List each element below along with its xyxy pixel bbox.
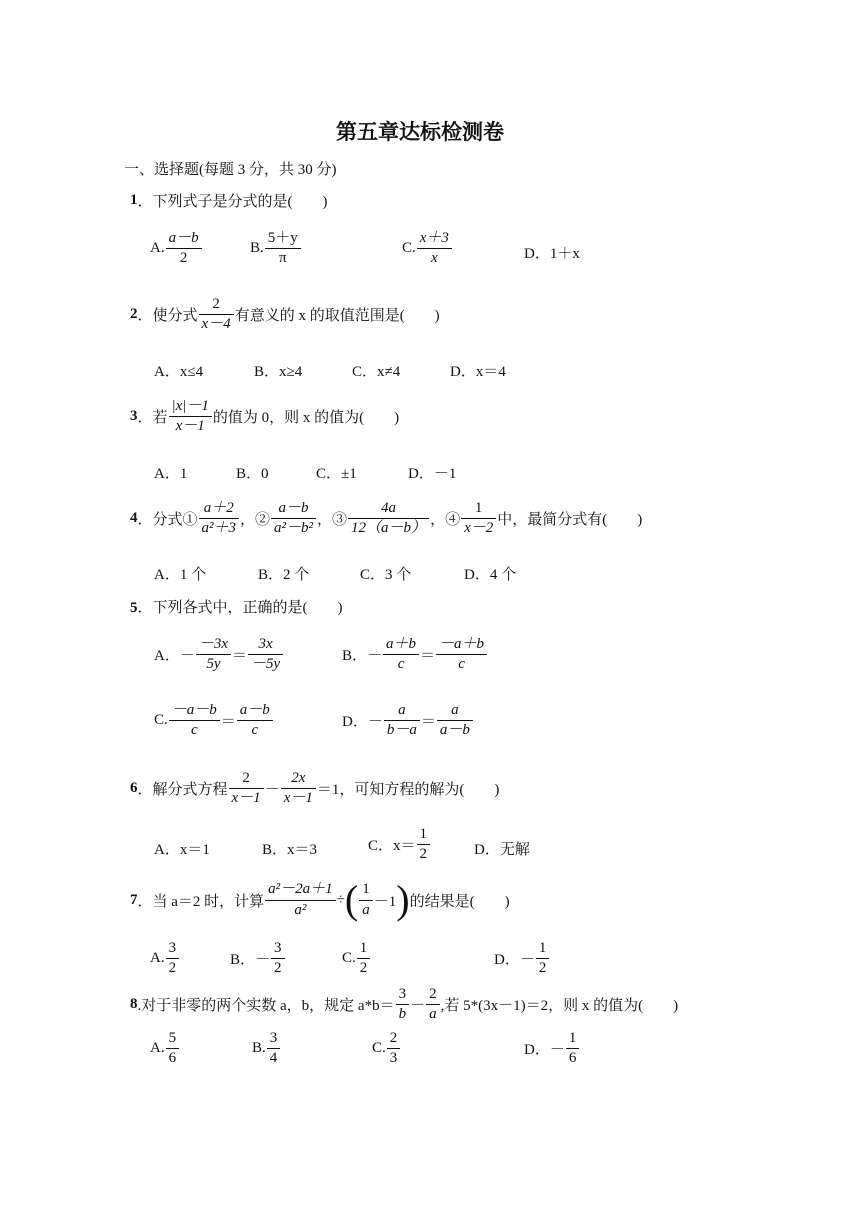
q8-option-c: C. $\frac{2}{3}$: [372, 1030, 401, 1068]
q3-number: 3: [130, 408, 138, 425]
section-heading: 一、选择题(每题 3 分，共 30 分): [124, 162, 337, 178]
q1-option-a: [150, 230, 203, 268]
q4-number: 4: [130, 510, 138, 527]
q1-a-label: A.: [150, 240, 165, 257]
q4-fraction-3: $\frac{4a}{12(a-b)}$: [348, 500, 429, 538]
q6-fraction-1: $\frac{2}{x-1}$: [229, 770, 264, 808]
q6-number: 6: [130, 780, 138, 797]
q6-option-b: B．x＝3: [262, 842, 318, 858]
q1-option-b: [250, 230, 302, 268]
q8-option-b: B. $\frac{3}{4}$: [252, 1030, 281, 1068]
q7-fraction: $\frac{\text{a²－2a＋1}}{\text{a²}}$: [265, 881, 336, 919]
q7-option-b: B．－ $\frac{3}{2}$: [230, 940, 286, 978]
q1-option-d: D．1＋x: [524, 246, 580, 262]
q7-number: 7: [130, 891, 138, 908]
q2-option-c: C．x≠4: [352, 364, 401, 380]
q2-option-b: B．x≥4: [254, 364, 303, 380]
q6-option-c: C．x＝ $\frac{1}{2}$: [368, 826, 431, 864]
q3-option-a: A．1: [154, 466, 188, 482]
question-6: 6 ．解分式方程 $\frac{2}{x-1}$ － $\frac{2x}{x-1}$ ＝1，可知方程的解为( ): [130, 770, 500, 807]
q3-option-b: B．0: [236, 466, 269, 482]
q4-fraction-2: $\frac{a-b}{\text{a²－b²}}$: [271, 500, 316, 538]
question-3: [130, 398, 399, 436]
q2-number: 2: [130, 306, 138, 323]
q4-sep-2: ，③: [317, 512, 348, 529]
q8-pre: .对于非零的两个实数 a，b，规定 a*b＝: [137, 998, 395, 1015]
q5-b-label: B．－: [342, 648, 383, 665]
q5-stem: ．下列各式中，正确的是( ): [137, 600, 343, 616]
q7-post: 的结果是( ): [409, 893, 510, 910]
q1-number: 1: [130, 192, 138, 208]
q6-pre: ．解分式方程: [137, 782, 228, 799]
q6-option-d: D．无解: [474, 842, 530, 858]
q2-option-a: A．x≤4: [154, 364, 204, 380]
q8-number: 8: [130, 996, 138, 1013]
q4-option-d: D．4 个: [464, 567, 517, 583]
q8-fraction-1: $\frac{3}{b}$: [396, 986, 410, 1024]
q5-option-b: B．－ $\frac{a+b}{c}$ ＝ $\frac{-a+b}{c}$: [342, 636, 488, 674]
q1-b-label: B.: [250, 240, 264, 257]
q8-option-d: D．－ $\frac{1}{6}$: [524, 1030, 580, 1068]
question-5: [130, 596, 343, 617]
q5-number: 5: [130, 600, 138, 616]
q5-a-label: A．－: [154, 648, 195, 665]
q1-c-label: C.: [402, 240, 416, 257]
q2-pre: ．使分式: [137, 308, 198, 325]
q1-a-fraction: $\frac{a-b}{2}$: [166, 230, 202, 268]
q2-fraction: $\frac{2}{x-4}$: [199, 296, 234, 334]
q2-post: 有意义的 x 的取值范围是( ): [234, 308, 440, 325]
q4-option-a: A．1 个: [154, 567, 207, 583]
q2-option-d: D．x＝4: [450, 364, 506, 380]
q5-option-c: C. $\frac{-a-b}{c}$ ＝ $\frac{a-b}{c}$: [154, 702, 274, 740]
q8-post: ,若 5*(3x－1)＝2，则 x 的值为( ): [440, 998, 679, 1015]
q1-stem: ．下列式子是分式的是( ): [137, 194, 328, 210]
q3-option-c: C．±1: [316, 466, 357, 482]
question-1: [130, 190, 328, 211]
q6-option-a: A．x＝1: [154, 842, 210, 858]
question-2: [130, 296, 440, 334]
q4-fraction-1: $\frac{a+2}{\text{a²＋3}}$: [199, 500, 240, 538]
q7-option-a: A. $\frac{3}{2}$: [150, 940, 180, 978]
page-title: 第五章达标检测卷: [336, 120, 504, 144]
q4-pre: ．分式①: [137, 512, 198, 529]
question-4: [130, 500, 642, 538]
q8-option-a: A. $\frac{5}{6}$: [150, 1030, 180, 1068]
q5-c-label: C.: [154, 712, 168, 729]
question-7: 7 ．当 a＝2 时，计算 $\frac{\text{a²－2a＋1}}{\text{a²}}$ ÷ ( $\frac{1}{a}$ －1 ) 的结果是( ): [130, 877, 510, 922]
q5-d-label: D．－: [342, 714, 383, 731]
q8-fraction-2: $\frac{2}{a}$: [426, 986, 440, 1024]
q4-option-b: B．2 个: [258, 567, 310, 583]
q5-option-d: D．－ $\frac{a}{b-a}$ ＝ $\frac{a}{a-b}$: [342, 702, 474, 740]
q3-fraction: $\frac{|x|-1}{x-1}$: [169, 398, 212, 436]
q4-sep-1: ，②: [240, 512, 271, 529]
q7-option-c: C. $\frac{1}{2}$: [342, 940, 371, 978]
q4-fraction-4: $\frac{1}{x-2}$: [461, 500, 496, 538]
q7-pre: ．当 a＝2 时，计算: [137, 893, 265, 910]
question-8: 8 .对于非零的两个实数 a，b，规定 a*b＝ $\frac{3}{b}$ － $\frac{2}{a}$ ,若 5*(3x－1)＝2，则 x 的值为( ): [130, 986, 679, 1023]
q1-c-fraction: $\frac{x+3}{x}$: [417, 230, 452, 268]
q1-b-fraction: $\frac{5+y}{\pi}$: [265, 230, 301, 268]
q6-post: ＝1，可知方程的解为( ): [316, 782, 500, 799]
q7-paren-fraction: $\frac{1}{a}$: [359, 881, 373, 919]
q4-post: 中，最简分式有( ): [497, 512, 643, 529]
q4-option-c: C．3 个: [360, 567, 412, 583]
q3-post: 的值为 0，则 x 的值为( ): [212, 410, 400, 427]
q3-option-d: D．－1: [408, 466, 457, 482]
q5-option-a: A．－ $\frac{-3x}{5y}$ ＝ $\frac{3x}{-5y}$: [154, 636, 284, 674]
q4-sep-3: ，④: [430, 512, 461, 529]
q6-fraction-2: $\frac{2x}{x-1}$: [281, 770, 316, 808]
q3-pre: ．若: [137, 410, 168, 427]
q1-option-c: [402, 230, 453, 268]
q7-option-d: D．－ $\frac{1}{2}$: [494, 940, 550, 978]
